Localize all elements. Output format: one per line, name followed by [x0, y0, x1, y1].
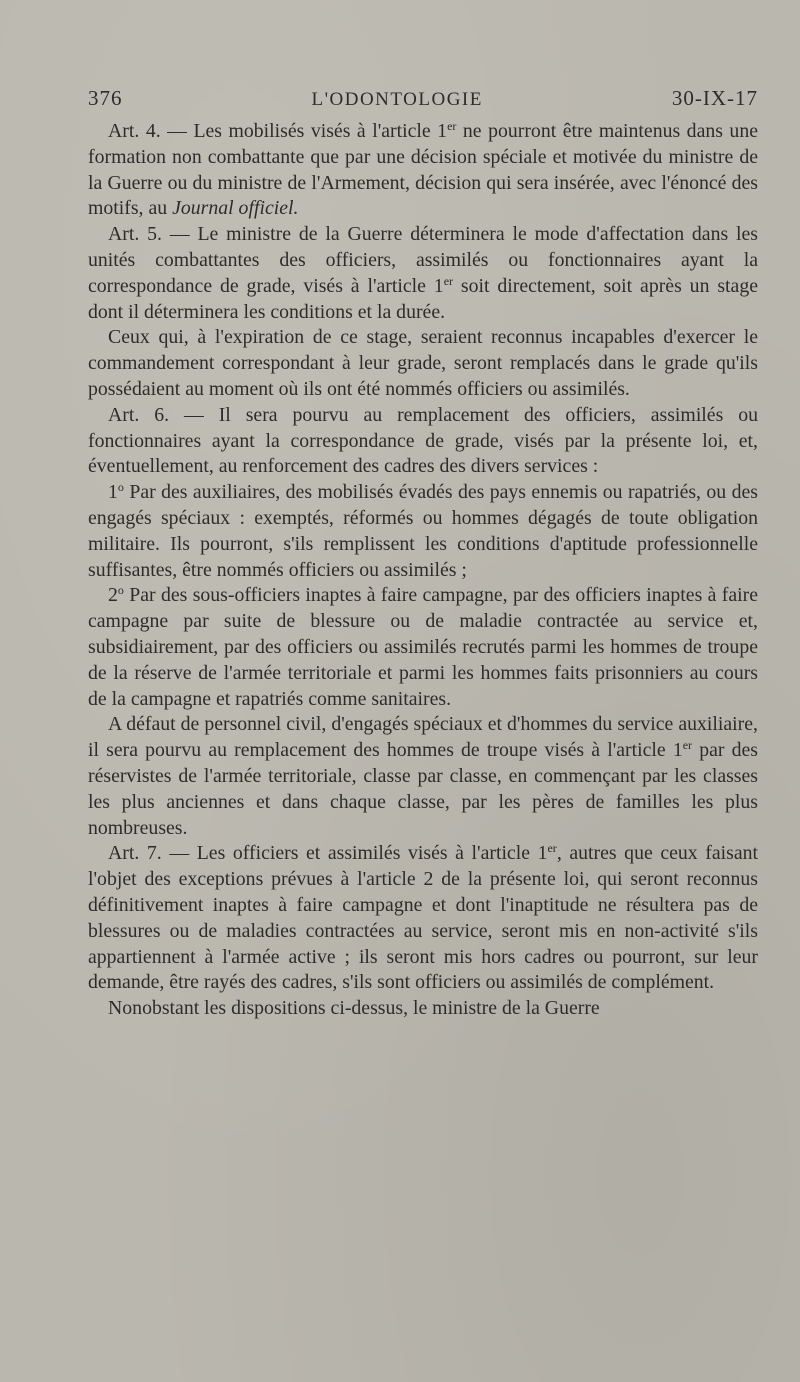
journal-title: L'ODONTOLOGIE [311, 89, 483, 110]
article-text [88, 119, 758, 1022]
paragraph-art6-item2: 2$^o$ Par des sous-officiers inaptes à faire campagne, par des officiers inaptes à faire campagne par suite de blessure ou de maladie contractée au service et, subsidiairement, par des officiers ou assimilés recrutés parmi les hommes de troupe de la réserve de l'armée territoriale et parmi les hommes faits prisonniers au cours de la campagne et rapatriés comme sanitaires. [88, 583, 758, 710]
paragraph-art5-cont: Ceux qui, à l'expiration de ce stage, seraient reconnus incapables d'exercer le commandement correspondant à leur grade, seront remplacés dans le grade qu'ils possédaient au moment où ils ont été nommés officiers ou assimilés. [88, 326, 758, 400]
paragraph-art4 [88, 119, 758, 222]
issue-date: 30-IX-17 [671, 86, 758, 110]
running-head [88, 86, 758, 111]
paragraph-art5: Art. 5. — Le ministre de la Guerre déterminera le mode d'affectation dans les unités combattantes des officiers, assimilés ou fonctionnaires ayant la correspondance de grade, visés à l'article 1er soit directement, soit après un stage dont il déterminera les conditions et la durée. [88, 223, 758, 323]
paragraph-last: Nonobstant les dispositions ci-dessus, le ministre de la Guerre [108, 997, 600, 1020]
journal-officiel: Journal officiel. [172, 197, 299, 220]
paragraph-art6-item1: 1$^o$ Par des auxiliaires, des mobilisés évadés des pays ennemis ou rapatriés, ou des engagés spéciaux : exemptés, réformés ou hommes dégagés de toute obligation militaire. Ils pourront, s'ils remplissent les conditions d'aptitude professionnelle suffisantes, être nommés officiers ou assimilés ; [88, 480, 758, 581]
page-number: 376 [88, 86, 123, 110]
paragraph-art6-cont: A défaut de personnel civil, d'engagés spéciaux et d'hommes du service auxiliaire, il sera pourvu au remplacement des hommes de troupe visés à l'article 1er par des réservistes de l'armée territoriale, classe par classe, en commençant par les classes les plus anciennes et dans chaque classe, par les pères de familles les plus nombreuses. [88, 713, 758, 839]
art4-text: Art. 4. — Les mobilisés visés à l'article 1er ne pourront être maintenus dans une formation non combattante que par une décision spéciale et motivée du ministre de la Guerre ou du ministre de l'Armement, décision qui sera insérée, avec l'énoncé des motifs, au [88, 119, 758, 220]
paragraph-art7: Art. 7. — Les officiers et assimilés visés à l'article 1er, autres que ceux faisant l'objet des exceptions prévues à l'article 2 de la présente loi, qui seront reconnus définitivement inaptes à faire campagne et dont l'inaptitude ne résultera pas de blessures ou de maladies contractées au service, seront mis en non-activité s'ils appartiennent à l'armée active ; ils seront mis hors cadres ou pourront, sur leur demande, être rayés des cadres, s'ils sont officiers ou assimilés de complément. [88, 841, 758, 994]
paragraph-art6: Art. 6. — Il sera pourvu au remplacement des officiers, assimilés ou fonctionnaires ayant la correspondance de grade, visés par la présente loi, et, éventuellement, au renforcement des cadres des divers services : [88, 403, 758, 478]
